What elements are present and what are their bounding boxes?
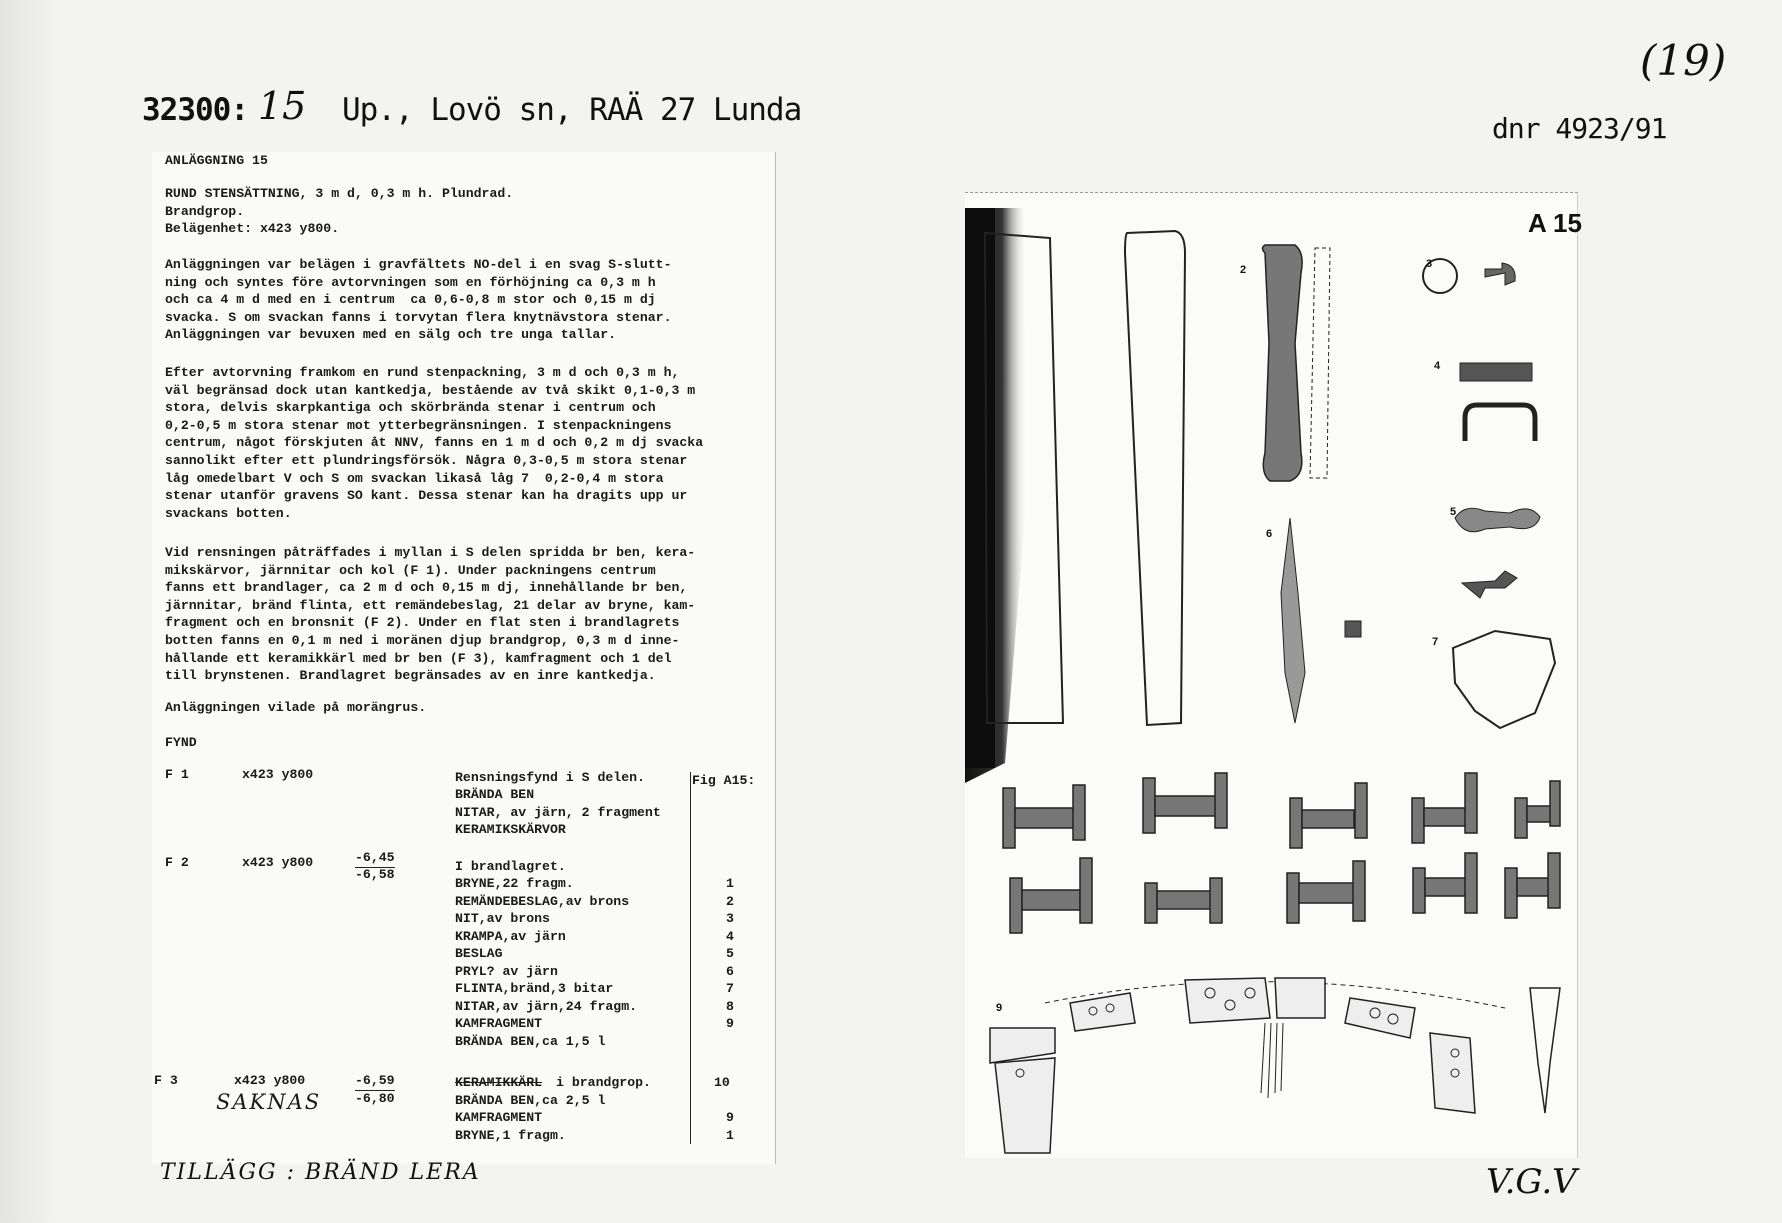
handwritten-saknas: SAKNAS [216,1090,322,1114]
find-item: KAMFRAGMENT [455,1016,543,1031]
site-location: Up., Lovö sn, RAÄ 27 Lunda [342,92,802,128]
find-fig: 7 [726,981,734,996]
staple-top-view [1460,363,1532,381]
scan-edge-shadow [0,0,60,1223]
handwritten-addition: TILLÄGG : BRÄND LERA [160,1160,481,1185]
find-fig: 8 [726,999,734,1014]
fig-column-header: Fig A15: [692,773,756,788]
paragraph-2 [165,364,703,522]
staple-side-view [1465,405,1535,441]
find-coords: x423 y800 [234,1073,306,1088]
find-depth-bottom: -6,58 [355,867,395,882]
text-line: ning och syntes före avtorvningen som en förhöjning ca 0,3 m h [165,274,656,290]
text-line: hållande ett keramikkärl med br ben (F 3), kamfragment och 1 del [165,650,672,666]
find-fig: 9 [726,1110,734,1125]
find-id: F 1 [165,767,189,782]
catalog-number-handwritten: 15 [258,84,307,128]
comb-fragments [990,978,1475,1153]
page-number-handwritten: (19) [1640,36,1727,85]
find-item: BESLAG [455,946,503,961]
catalog-id: 32300: [142,92,248,128]
text-line: Anläggningen var bevuxen med en sälg och tre unga tallar. [165,327,617,343]
text-line: stenar utanför gravens SO kant. Dessa stenar kan ha dragits upp ur [165,488,688,504]
text-line: botten fanns en 0,1 m ned i moränen djup brandgrop, 0,3 m d inne- [165,632,680,648]
find-depth-bottom: -6,80 [355,1091,395,1106]
figure-number: 7 [1432,636,1439,648]
find-item: NITAR, av järn, 2 fragment [455,805,661,820]
find-item: Rensningsfynd i S delen. [455,770,645,785]
find-item-struck: KERAMIKKÄRL [455,1075,543,1090]
find-fig: 6 [726,964,734,979]
paragraph-1 [165,256,671,344]
scan-dark-edge [965,208,995,768]
comb-teeth [1261,1023,1283,1098]
find-fig: 1 [726,876,734,891]
find-coords: x423 y800 [242,767,314,782]
find-fig: 5 [726,946,734,961]
find-item: KRAMPA,av järn [455,929,566,944]
find-item-suffix: i brandgrop. [556,1075,651,1090]
find-item: KAMFRAGMENT [455,1110,543,1125]
text-line: svacka. S om svackan fanns i torvytan flera knytnävstora stenar. [165,309,672,325]
find-fig: 4 [726,929,734,944]
text-line: fanns ett brandlager, ca 2 m d och 0,15 m dj, innehållande br ben, [165,580,688,596]
text-line: FYND [165,735,197,750]
signature: V.G.V [1486,1162,1577,1202]
artifact-drawings [965,193,1577,1158]
figure-number: 6 [1266,528,1273,540]
text-line: och ca 4 m d med en i centrum ca 0,6-0,8 m stor och 0,15 m dj [165,292,656,308]
mount-profile [1462,571,1517,598]
find-id: F 2 [165,855,189,870]
text-line: mikskärvor, järnnitar och kol (F 1). Under packningens centrum [165,562,656,578]
bronze-rivet-profile [1485,263,1515,285]
iron-rivets-row-1 [1003,773,1560,848]
paragraph-4 [165,699,426,717]
find-item: BRÄNDA BEN,ca 2,5 l [455,1093,606,1108]
text-line: Vid rensningen påträffades i myllan i S delen spridda br ben, kera- [165,545,696,560]
text-line: Efter avtorvning framkom en rund stenpackning, 3 m d och 0,3 m h, [165,365,680,380]
awl-section [1345,621,1361,637]
find-item: BRÄNDA BEN [455,787,535,802]
comb-profile-drawing [1530,988,1560,1113]
find-item: FLINTA,bränd,3 bitar [455,981,614,996]
text-line: järnnitar, bränd flinta, ett remändebeslag, 21 delar av bryne, kam- [165,597,696,613]
paragraph-3 [165,544,695,685]
text-line: till brynstenen. Brandlagret begränsades av en inre kantkedja. [165,668,656,684]
find-depth-top: -6,59 [355,1072,395,1091]
text-line: stora, delvis skarpkantiga och skörbrända stenar i centrum och [165,400,656,416]
find-fig: 2 [726,894,734,909]
card-heading: ANLÄGGNING 15 [165,153,268,168]
artifact-plate [965,192,1578,1158]
flint-drawing [1453,631,1555,728]
summary-line: RUND STENSÄTTNING, 3 m d, 0,3 m h. Plundrad. [165,186,514,201]
fig-column-divider [690,772,691,1144]
iron-rivets-row-2 [1010,853,1560,933]
text-line: svackans botten. [165,505,292,521]
figure-number: 4 [1434,360,1441,372]
strap-end-drawing [1263,245,1303,481]
figure-number: 5 [1450,506,1457,518]
find-item: BRÄNDA BEN,ca 1,5 l [455,1034,606,1049]
figure-number: 2 [1240,264,1247,276]
figure-number: 9 [996,1002,1003,1014]
find-fig: 3 [726,911,734,926]
find-item: KERAMIKSKÄRVOR [455,822,566,837]
text-line: fragment och en bronsnit (F 2). Under en flat sten i brandlagrets [165,615,680,631]
text-line: Anläggningen vilade på morängrus. [165,700,427,715]
text-line: Anläggningen var belägen i gravfältets NO-del i en svag S-slutt- [165,257,672,272]
dnr-number: dnr 4923/91 [1492,112,1667,145]
find-fig: 9 [726,1016,734,1031]
find-id: F 3 [154,1073,178,1088]
find-item: NITAR,av järn,24 fragm. [455,999,638,1014]
find-fig: 10 [714,1075,730,1090]
text-line: 0,2-0,5 m stora stenar mot ytterbegränsningen. I stenpackningens [165,417,672,433]
text-line: centrum, något förskjuten åt NNV, fanns en 1 m d och 0,2 m dj svacka [165,435,704,451]
text-line: väl begränsad dock utan kantkedja, bestående av två skikt 0,1-0,3 m [165,382,696,398]
strap-end-profile [1310,248,1330,478]
find-depth-top: -6,45 [355,849,395,868]
record-card [152,152,776,1164]
figure-number: 3 [1426,258,1433,270]
find-item: BRYNE,1 fragm. [455,1128,566,1143]
find-fig: 1 [726,1128,734,1143]
find-item: PRYL? av järn [455,964,558,979]
text-line: låg omedelbart V och S om svackan likaså låg 7 0,2-0,4 m stora [165,470,664,486]
summary-line: Belägenhet: x423 y800. [165,221,340,237]
find-item: BRYNE,22 fragm. [455,876,574,891]
find-item: NIT,av brons [455,911,550,926]
text-line: sannolikt efter ett plundringsförsök. Några 0,3-0,5 m stora stenar [165,452,688,468]
whetstone-front-drawing [1125,231,1185,725]
summary-block [165,185,513,238]
mount-drawing [1455,508,1540,532]
find-coords: x423 y800 [242,855,314,870]
awl-drawing [1281,518,1305,723]
fynd-heading [165,734,197,752]
summary-line: Brandgrop. [165,203,245,219]
plate-label: A 15 [1528,208,1582,238]
find-item: REMÄNDEBESLAG,av brons [455,894,630,909]
find-item: I brandlagret. [455,859,566,874]
